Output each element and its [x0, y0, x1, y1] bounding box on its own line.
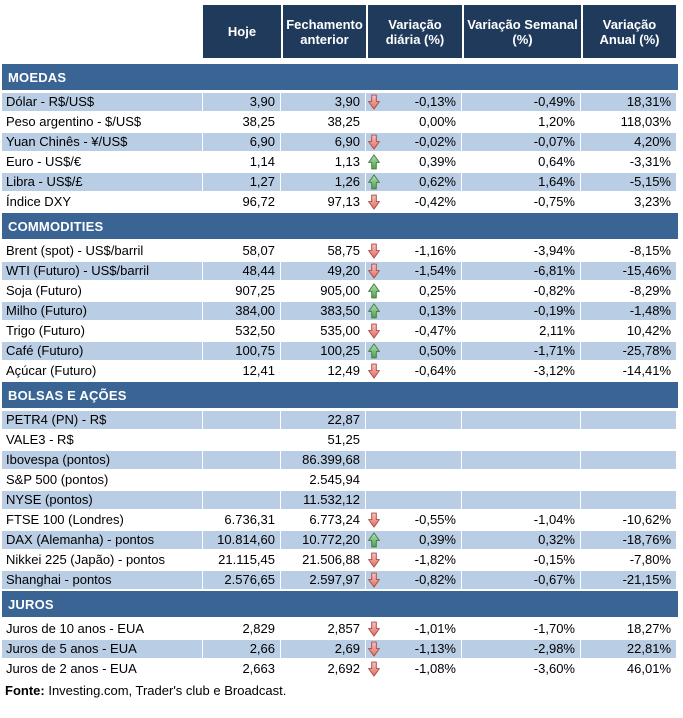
- cell-variacao-anual: -14,41%: [622, 363, 671, 378]
- header-spacer: [2, 5, 203, 58]
- cell-variacao-anual: -15,46%: [622, 263, 671, 278]
- table-row: [2, 551, 676, 569]
- cell-variacao-semanal: -3,60%: [462, 660, 581, 678]
- cell-variacao-semanal: -0,19%: [462, 302, 581, 320]
- cell-variacao-diaria: [366, 531, 462, 549]
- cell-fechamento-anterior: 1,26: [281, 173, 366, 191]
- table-row: [2, 511, 676, 529]
- cell-hoje: [203, 411, 281, 429]
- cell-fechamento-anterior: 905,00: [281, 282, 366, 300]
- row-label: Libra - US$/£: [2, 173, 203, 191]
- column-header-hoje: Hoje: [203, 5, 281, 58]
- cell-variacao-anual: -5,15%: [629, 174, 671, 189]
- down-arrow-icon: [368, 133, 380, 151]
- table-row: [2, 262, 676, 280]
- cell-variacao-anual: -8,15%: [629, 243, 671, 258]
- cell-fechamento-anterior: 22,87: [281, 411, 366, 429]
- table-row: [2, 411, 676, 429]
- cell-fechamento-anterior: 51,25: [281, 431, 366, 449]
- row-label: Ibovespa (pontos): [2, 451, 203, 469]
- table-row: [2, 362, 676, 380]
- down-arrow-icon: [368, 551, 380, 569]
- row-label: DAX (Alemanha) - pontos: [2, 531, 203, 549]
- cell-hoje: 96,72: [203, 193, 281, 211]
- up-arrow-icon: [368, 342, 380, 360]
- cell-value: -1,13%: [414, 641, 456, 656]
- cell-value: -0,47%: [414, 323, 456, 338]
- cell-value: 0,39%: [419, 154, 456, 169]
- cell-fechamento-anterior: 1,13: [281, 153, 366, 171]
- cell-variacao-semanal: -2,98%: [462, 640, 581, 658]
- cell-variacao-semanal: -3,12%: [462, 362, 581, 380]
- cell-variacao-anual: -21,15%: [622, 572, 671, 587]
- cell-variacao-semanal: -3,94%: [462, 242, 581, 260]
- cell-variacao-diaria: [366, 511, 462, 529]
- down-arrow-icon: [368, 660, 380, 678]
- cell-value: -1,82%: [414, 552, 456, 567]
- cell-variacao-semanal: -0,67%: [462, 571, 581, 589]
- table-row: [2, 431, 676, 449]
- section-header-juros: JUROS: [2, 591, 678, 617]
- cell-fechamento-anterior: 2,69: [281, 640, 366, 658]
- cell-value: -0,02%: [414, 134, 456, 149]
- row-label: Nikkei 225 (Japão) - pontos: [2, 551, 203, 569]
- down-arrow-icon: [368, 193, 380, 211]
- cell-fechamento-anterior: 97,13: [281, 193, 366, 211]
- row-label: Juros de 2 anos - EUA: [2, 660, 203, 678]
- column-header-variacao-diaria: Variação diária (%): [366, 5, 462, 58]
- table-row: [2, 282, 676, 300]
- cell-variacao-diaria: [366, 302, 462, 320]
- down-arrow-icon: [368, 511, 380, 529]
- cell-fechamento-anterior: 6,90: [281, 133, 366, 151]
- table-row: [2, 153, 676, 171]
- cell-value: -1,54%: [414, 263, 456, 278]
- cell-value: -0,64%: [414, 363, 456, 378]
- up-arrow-icon: [368, 302, 380, 320]
- down-arrow-icon: [368, 93, 380, 111]
- row-label: Juros de 5 anos - EUA: [2, 640, 203, 658]
- cell-fechamento-anterior: 10.772,20: [281, 531, 366, 549]
- row-label: Milho (Futuro): [2, 302, 203, 320]
- cell-variacao-anual: 118,03%: [620, 114, 671, 129]
- cell-fechamento-anterior: 2.597,97: [281, 571, 366, 589]
- table-row: [2, 242, 676, 260]
- cell-fechamento-anterior: 535,00: [281, 322, 366, 340]
- up-arrow-icon: [368, 153, 380, 171]
- cell-variacao-semanal: 0,32%: [462, 531, 581, 549]
- cell-value: 0,25%: [419, 283, 456, 298]
- table-row: [2, 660, 676, 678]
- cell-value: -1,01%: [414, 621, 456, 636]
- column-header-variacao-anual: Variação Anual (%): [581, 5, 676, 58]
- cell-fechamento-anterior: 58,75: [281, 242, 366, 260]
- cell-variacao-diaria: [366, 411, 462, 429]
- row-label: Juros de 10 anos - EUA: [2, 620, 203, 638]
- column-header-variacao-semanal: Variação Semanal (%): [462, 5, 581, 58]
- cell-value: 0,39%: [419, 532, 456, 547]
- table-body: [2, 64, 680, 678]
- cell-variacao-semanal: [462, 451, 581, 469]
- cell-variacao-anual: -1,48%: [629, 303, 671, 318]
- table-row: [2, 302, 676, 320]
- cell-hoje: 58,07: [203, 242, 281, 260]
- cell-variacao-semanal: [462, 491, 581, 509]
- cell-fechamento-anterior: 2,857: [281, 620, 366, 638]
- section-header-bolsas-e-acoes: BOLSAS E AÇÕES: [2, 382, 678, 408]
- cell-variacao-semanal: -1,71%: [462, 342, 581, 360]
- cell-variacao-anual: -25,78%: [622, 343, 671, 358]
- cell-hoje: [203, 471, 281, 489]
- cell-variacao-semanal: -0,75%: [462, 193, 581, 211]
- table-row: [2, 451, 676, 469]
- row-label: Yuan Chinês - ¥/US$: [2, 133, 203, 151]
- cell-variacao-anual: [581, 491, 676, 509]
- cell-hoje: 100,75: [203, 342, 281, 360]
- cell-hoje: 48,44: [203, 262, 281, 280]
- table-row: [2, 173, 676, 191]
- source-text: Investing.com, Trader's club e Broadcast.: [44, 683, 287, 698]
- section-header-moedas: MOEDAS: [2, 64, 678, 90]
- row-label: Soja (Futuro): [2, 282, 203, 300]
- cell-value: -0,55%: [414, 512, 456, 527]
- table-row: [2, 531, 676, 549]
- cell-variacao-semanal: 1,64%: [462, 173, 581, 191]
- cell-variacao-diaria: [366, 262, 462, 280]
- cell-variacao-semanal: [462, 431, 581, 449]
- row-label: WTI (Futuro) - US$/barril: [2, 262, 203, 280]
- cell-value: 0,62%: [419, 174, 456, 189]
- cell-value: 0,13%: [419, 303, 456, 318]
- cell-fechamento-anterior: 21.506,88: [281, 551, 366, 569]
- cell-variacao-diaria: [366, 342, 462, 360]
- cell-variacao-anual: -3,31%: [629, 154, 671, 169]
- down-arrow-icon: [368, 262, 380, 280]
- cell-variacao-anual: 3,23%: [634, 194, 671, 209]
- cell-variacao-diaria: [366, 551, 462, 569]
- cell-hoje: 12,41: [203, 362, 281, 380]
- cell-variacao-diaria: [366, 362, 462, 380]
- cell-hoje: [203, 451, 281, 469]
- cell-variacao-anual: 46,01%: [626, 661, 671, 676]
- table-header: [2, 5, 676, 58]
- cell-variacao-semanal: -0,49%: [462, 93, 581, 111]
- cell-fechamento-anterior: 100,25: [281, 342, 366, 360]
- cell-hoje: 2,829: [203, 620, 281, 638]
- row-label: Índice DXY: [2, 193, 203, 211]
- cell-value: -0,82%: [414, 572, 456, 587]
- cell-variacao-diaria: [366, 242, 462, 260]
- cell-variacao-semanal: 1,20%: [462, 113, 581, 131]
- cell-hoje: 6.736,31: [203, 511, 281, 529]
- cell-variacao-diaria: [366, 471, 462, 489]
- row-label: Euro - US$/€: [2, 153, 203, 171]
- table-row: [2, 471, 676, 489]
- cell-fechamento-anterior: 38,25: [281, 113, 366, 131]
- cell-fechamento-anterior: 3,90: [281, 93, 366, 111]
- cell-hoje: [203, 491, 281, 509]
- cell-variacao-anual: -18,76%: [622, 532, 671, 547]
- cell-fechamento-anterior: 86.399,68: [281, 451, 366, 469]
- table-row: [2, 113, 676, 131]
- row-label: Café (Futuro): [2, 342, 203, 360]
- cell-hoje: 21.115,45: [203, 551, 281, 569]
- row-label: Açúcar (Futuro): [2, 362, 203, 380]
- table-row: [2, 491, 676, 509]
- cell-value: -0,42%: [414, 194, 456, 209]
- down-arrow-icon: [368, 322, 380, 340]
- cell-variacao-anual: -8,29%: [629, 283, 671, 298]
- cell-fechamento-anterior: 49,20: [281, 262, 366, 280]
- cell-value: -1,08%: [414, 661, 456, 676]
- column-header-fechamento-anterior: Fechamento anterior: [281, 5, 366, 58]
- cell-variacao-anual: [581, 431, 676, 449]
- cell-hoje: 1,14: [203, 153, 281, 171]
- cell-fechamento-anterior: 383,50: [281, 302, 366, 320]
- cell-variacao-anual: 22,81%: [626, 641, 671, 656]
- cell-hoje: 532,50: [203, 322, 281, 340]
- cell-hoje: 3,90: [203, 93, 281, 111]
- section-header-commodities: COMMODITIES: [2, 213, 678, 239]
- cell-variacao-semanal: -1,70%: [462, 620, 581, 638]
- source-label: Fonte:: [5, 683, 45, 698]
- cell-variacao-semanal: [462, 471, 581, 489]
- source-note: [2, 680, 680, 698]
- cell-variacao-diaria: [366, 193, 462, 211]
- row-label: VALE3 - R$: [2, 431, 203, 449]
- down-arrow-icon: [368, 242, 380, 260]
- cell-variacao-diaria: [366, 282, 462, 300]
- cell-variacao-diaria: [366, 571, 462, 589]
- cell-hoje: 38,25: [203, 113, 281, 131]
- row-label: Dólar - R$/US$: [2, 93, 203, 111]
- cell-hoje: 1,27: [203, 173, 281, 191]
- cell-variacao-diaria: [366, 93, 462, 111]
- cell-hoje: 10.814,60: [203, 531, 281, 549]
- cell-hoje: 2,663: [203, 660, 281, 678]
- down-arrow-icon: [368, 571, 380, 589]
- cell-variacao-anual: -7,80%: [629, 552, 671, 567]
- cell-variacao-diaria: [366, 660, 462, 678]
- cell-variacao-diaria: [366, 133, 462, 151]
- row-label: Brent (spot) - US$/barril: [2, 242, 203, 260]
- cell-variacao-diaria: [366, 322, 462, 340]
- cell-fechamento-anterior: 6.773,24: [281, 511, 366, 529]
- table-row: [2, 133, 676, 151]
- cell-value: -0,13%: [414, 94, 456, 109]
- down-arrow-icon: [368, 620, 380, 638]
- cell-variacao-diaria: [366, 451, 462, 469]
- table-row: [2, 93, 676, 111]
- table-row: [2, 620, 676, 638]
- cell-value: 0,00%: [419, 114, 456, 129]
- cell-variacao-diaria: [366, 620, 462, 638]
- cell-variacao-semanal: -1,04%: [462, 511, 581, 529]
- cell-variacao-anual: -10,62%: [622, 512, 671, 527]
- row-label: Shanghai - pontos: [2, 571, 203, 589]
- down-arrow-icon: [368, 362, 380, 380]
- cell-variacao-diaria: [366, 173, 462, 191]
- table-row: [2, 322, 676, 340]
- cell-value: -1,16%: [414, 243, 456, 258]
- table-row: [2, 571, 676, 589]
- cell-variacao-semanal: [462, 411, 581, 429]
- cell-hoje: 2,66: [203, 640, 281, 658]
- table-row: [2, 640, 676, 658]
- cell-hoje: 2.576,65: [203, 571, 281, 589]
- up-arrow-icon: [368, 531, 380, 549]
- cell-variacao-semanal: -0,07%: [462, 133, 581, 151]
- row-label: PETR4 (PN) - R$: [2, 411, 203, 429]
- table-row: [2, 342, 676, 360]
- row-label: NYSE (pontos): [2, 491, 203, 509]
- row-label: Peso argentino - $/US$: [2, 113, 203, 131]
- cell-variacao-diaria: [366, 431, 462, 449]
- cell-fechamento-anterior: 2.545,94: [281, 471, 366, 489]
- up-arrow-icon: [368, 282, 380, 300]
- cell-variacao-semanal: -0,82%: [462, 282, 581, 300]
- cell-variacao-anual: 10,42%: [626, 323, 671, 338]
- cell-fechamento-anterior: 2,692: [281, 660, 366, 678]
- row-label: FTSE 100 (Londres): [2, 511, 203, 529]
- cell-variacao-diaria: [366, 491, 462, 509]
- cell-hoje: 6,90: [203, 133, 281, 151]
- cell-variacao-diaria: [366, 153, 462, 171]
- cell-fechamento-anterior: 12,49: [281, 362, 366, 380]
- down-arrow-icon: [368, 640, 380, 658]
- row-label: Trigo (Futuro): [2, 322, 203, 340]
- cell-hoje: 907,25: [203, 282, 281, 300]
- cell-variacao-diaria: [366, 113, 462, 131]
- table-row: [2, 193, 676, 211]
- cell-variacao-semanal: -0,15%: [462, 551, 581, 569]
- cell-variacao-diaria: [366, 640, 462, 658]
- cell-variacao-semanal: 0,64%: [462, 153, 581, 171]
- cell-hoje: [203, 431, 281, 449]
- cell-fechamento-anterior: 11.532,12: [281, 491, 366, 509]
- cell-variacao-anual: 18,27%: [626, 621, 671, 636]
- cell-variacao-anual: [581, 451, 676, 469]
- cell-variacao-anual: [581, 411, 676, 429]
- cell-variacao-anual: [581, 471, 676, 489]
- cell-variacao-anual: 18,31%: [626, 94, 671, 109]
- cell-variacao-semanal: 2,11%: [462, 322, 581, 340]
- row-label: S&P 500 (pontos): [2, 471, 203, 489]
- cell-variacao-semanal: -6,81%: [462, 262, 581, 280]
- up-arrow-icon: [368, 173, 380, 191]
- cell-hoje: 384,00: [203, 302, 281, 320]
- cell-value: 0,50%: [419, 343, 456, 358]
- cell-variacao-anual: 4,20%: [634, 134, 671, 149]
